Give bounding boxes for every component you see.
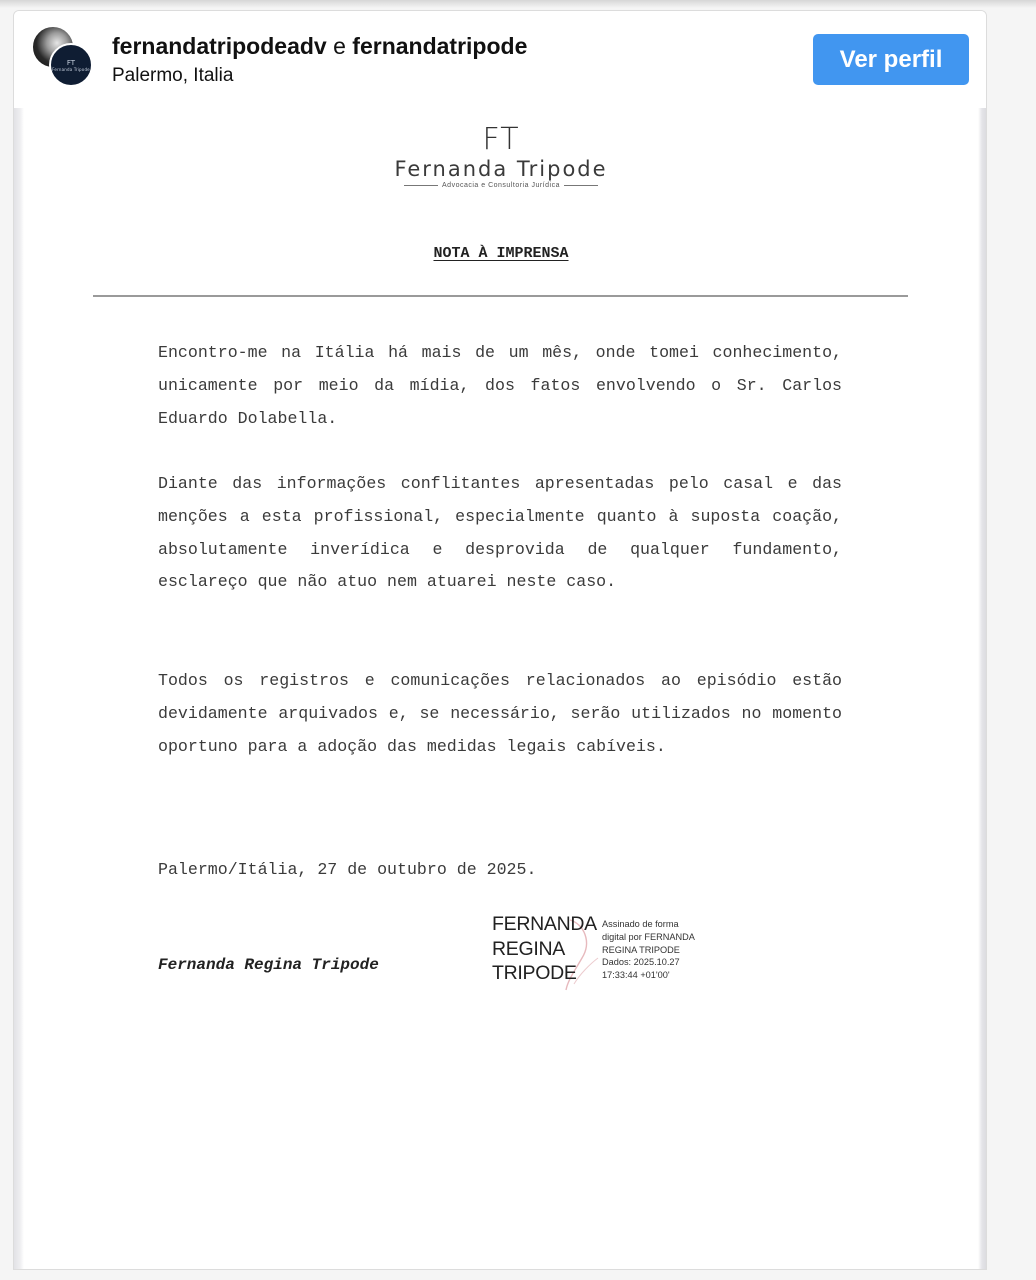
letterhead-logo [14, 122, 987, 189]
avatar-brand: Fernanda Tripode [52, 66, 90, 72]
location-link[interactable]: Palermo, Italia [112, 65, 234, 86]
signature-info-line: Dados: 2025.10.27 [602, 957, 680, 968]
logo-brand: Fernanda Tripode [394, 157, 608, 181]
view-profile-button[interactable]: Ver perfil [813, 34, 969, 85]
post-header [14, 11, 987, 108]
account-primary-link[interactable]: fernandatripodeadv [112, 33, 327, 59]
signature-info-line: Assinado de forma [602, 919, 679, 929]
signer-name: Fernanda Regina Tripode [158, 956, 379, 974]
signature-info-line: REGINA TRIPODE [602, 944, 680, 955]
account-secondary-link[interactable]: fernandatripode [352, 33, 528, 59]
paragraph-2: Diante das informações conflitantes apresentadas pelo casal e das menções a esta profissional, especialmente quanto à suposta coação, absolutamente inverídica e desprovida de qualquer fundamento, esclareço que não atuo nem atuarei neste caso. [158, 474, 842, 592]
document-title [14, 245, 987, 262]
collab-avatars[interactable] [31, 25, 95, 89]
page-edge-left [14, 108, 24, 1270]
paragraph-3: Todos os registros e comunicações relacionados ao episódio estão devidamente arquivados e, se necessário, serão utilizados no momento oportuno para a adoção das medidas legais cabíveis. [158, 671, 842, 756]
divider [404, 185, 438, 186]
conjunction: e [333, 33, 346, 59]
logo-monogram: FT [482, 122, 520, 157]
signature-name-line: REGINA [492, 937, 565, 960]
signature-name-line: FERNANDA [492, 913, 597, 935]
post-card [13, 10, 987, 1270]
signature-info-line: digital por FERNANDA [602, 931, 695, 942]
page-edge-right [978, 108, 987, 1270]
digital-signature [492, 912, 732, 992]
place-date: Palermo/Itália, 27 de outubro de 2025. [158, 860, 537, 879]
avatar-logo[interactable] [49, 43, 93, 87]
signature-name-line: TRIPODE [492, 962, 577, 984]
avatar-monogram: FT [66, 58, 76, 67]
logo-tagline-row [14, 182, 987, 189]
signature-info [602, 918, 695, 982]
signature-name-block [492, 912, 597, 986]
logo-tagline: Advocacia e Consultoria Jurídica [442, 182, 560, 189]
letterhead-rule [93, 295, 908, 297]
signature-info-line: 17:33:44 +01'00' [602, 970, 670, 981]
divider [564, 185, 598, 186]
post-accounts [112, 33, 527, 60]
document-image [14, 108, 987, 1270]
document-title-text: NOTA À IMPRENSA [433, 245, 569, 262]
top-shadow [0, 0, 1036, 8]
paragraph-1: Encontro-me na Itália há mais de um mês, onde tomei conhecimento, unicamente por meio da mídia, dos fatos envolvendo o Sr. Carlos Eduardo Dolabella. [158, 343, 842, 428]
